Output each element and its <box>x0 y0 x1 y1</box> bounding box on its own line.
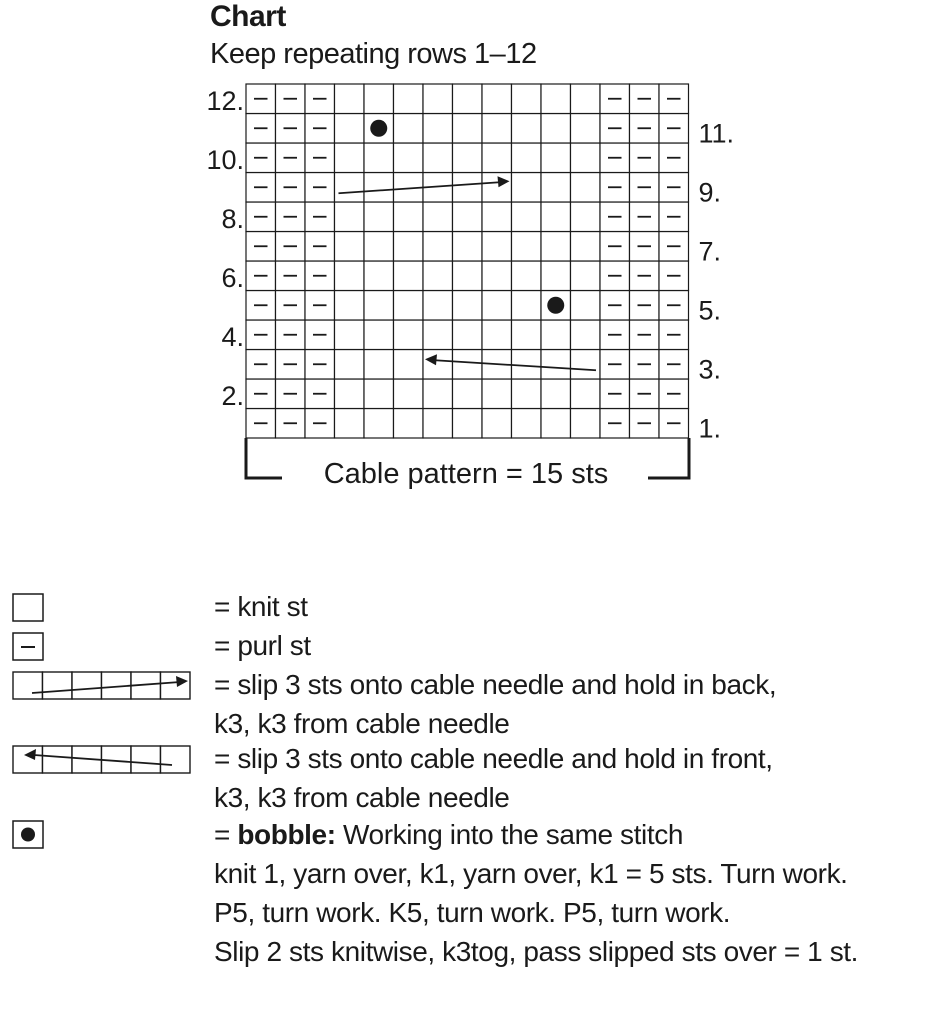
legend-cable-cell <box>13 672 43 699</box>
knit-cell <box>482 114 512 144</box>
knit-cell <box>423 84 453 114</box>
legend-cable-cell <box>43 672 73 699</box>
knit-cell <box>394 84 424 114</box>
knit-cell <box>453 84 483 114</box>
knit-cell <box>335 202 365 232</box>
knit-cell <box>335 320 365 350</box>
knit-cell <box>571 202 601 232</box>
cable-front-icon <box>12 745 192 775</box>
knit-stitch-icon <box>12 593 46 623</box>
knit-cell <box>541 261 571 291</box>
knit-cell <box>512 143 542 173</box>
knit-cell <box>423 291 453 321</box>
knit-cell <box>364 350 394 380</box>
legend-knit-text: = knit st <box>214 591 308 622</box>
knit-cell <box>482 379 512 409</box>
knit-cell <box>394 409 424 439</box>
knit-cell <box>482 291 512 321</box>
knit-cell <box>571 173 601 203</box>
knit-cell <box>335 84 365 114</box>
knit-cell <box>571 84 601 114</box>
knit-cell <box>394 114 424 144</box>
legend-cable-cell <box>13 746 43 773</box>
knit-cell <box>335 143 365 173</box>
row-label-right: 9. <box>698 177 722 208</box>
knit-cell <box>423 114 453 144</box>
row-label-right: 3. <box>698 354 722 385</box>
knit-cell <box>335 261 365 291</box>
legend-cable-cell <box>43 746 73 773</box>
knit-cell <box>364 379 394 409</box>
cable-back-icon <box>12 671 192 701</box>
repeat-label: Cable pattern = 15 sts <box>323 458 609 490</box>
knit-cell <box>453 232 483 262</box>
knit-cell <box>482 232 512 262</box>
knit-cell <box>541 143 571 173</box>
knit-cell <box>394 202 424 232</box>
knit-cell <box>364 409 394 439</box>
legend-cable-cell <box>72 672 102 699</box>
knit-cell <box>482 261 512 291</box>
knit-cell <box>394 261 424 291</box>
knit-cell <box>512 84 542 114</box>
legend-cable-front-text: = slip 3 sts onto cable needle and hold in front, k3, k3 from cable needle <box>214 743 773 813</box>
purl-stitch-icon <box>12 632 46 662</box>
repeat-bracket-left <box>246 438 282 478</box>
knit-cell <box>335 173 365 203</box>
bobble-mark <box>547 297 564 314</box>
knit-cell <box>541 232 571 262</box>
knit-cell <box>453 291 483 321</box>
legend-bobble-text: = bobble: Working into the same stitch knit 1, yarn over, k1, yarn over, k1 = 5 sts. Turn work. P5, turn work. K5, turn work. P5, turn work. Slip 2 sts knitwise, k3tog, pass slipped sts over = 1 st. <box>214 819 859 967</box>
knit-cell <box>453 320 483 350</box>
bobble-term: bobble: <box>237 819 336 850</box>
knit-cell <box>394 232 424 262</box>
knit-cell <box>394 143 424 173</box>
knit-cell <box>453 350 483 380</box>
knit-cell <box>364 202 394 232</box>
knit-cell <box>571 143 601 173</box>
knit-cell <box>571 320 601 350</box>
knit-cell <box>482 173 512 203</box>
repeat-bracket-right <box>648 438 689 478</box>
legend-cable-back-text: = slip 3 sts onto cable needle and hold in back, k3, k3 from cable needle <box>214 669 777 739</box>
knit-cell <box>335 232 365 262</box>
knit-cell <box>394 291 424 321</box>
knit-cell <box>364 84 394 114</box>
knit-cell <box>512 173 542 203</box>
knit-cell <box>423 143 453 173</box>
knit-cell <box>482 84 512 114</box>
knit-cell <box>512 114 542 144</box>
knit-cell <box>541 379 571 409</box>
row-label-left: 2. <box>221 381 244 411</box>
knit-cell <box>512 291 542 321</box>
knit-cell <box>571 379 601 409</box>
knit-cell <box>423 409 453 439</box>
knit-cell <box>364 143 394 173</box>
knit-cell <box>512 202 542 232</box>
knit-cell <box>571 350 601 380</box>
knit-cell <box>512 320 542 350</box>
knit-cell <box>335 350 365 380</box>
knit-cell <box>512 232 542 262</box>
knit-cell <box>423 261 453 291</box>
knit-cell <box>453 143 483 173</box>
knit-cell <box>512 379 542 409</box>
knit-cell <box>482 202 512 232</box>
legend-cable-cell <box>161 746 191 773</box>
knit-cell <box>423 379 453 409</box>
bobble-icon <box>12 820 46 850</box>
row-label-left: 6. <box>221 263 244 293</box>
row-label-left: 8. <box>221 204 244 234</box>
knit-cell <box>423 232 453 262</box>
row-label-right: 7. <box>698 236 722 267</box>
knit-cell <box>541 350 571 380</box>
chart-subtitle: Keep repeating rows 1–12 <box>210 38 537 70</box>
knit-cell <box>453 202 483 232</box>
knit-cell <box>541 114 571 144</box>
row-label-right: 1. <box>698 413 722 444</box>
knit-cell <box>364 261 394 291</box>
knit-cell <box>482 143 512 173</box>
knit-cell <box>571 291 601 321</box>
knit-cell <box>394 320 424 350</box>
knit-cell <box>482 320 512 350</box>
knit-cell <box>423 202 453 232</box>
knit-cell <box>482 409 512 439</box>
knit-cell <box>512 409 542 439</box>
legend-purl-text: = purl st <box>214 630 311 661</box>
knit-cell <box>541 320 571 350</box>
row-label-left: 10. <box>206 145 244 175</box>
knit-cell <box>453 114 483 144</box>
knit-cell <box>571 114 601 144</box>
knit-cell <box>335 291 365 321</box>
knit-cell <box>453 409 483 439</box>
row-label-left: 12. <box>206 86 244 116</box>
knit-cell <box>364 232 394 262</box>
knit-cell <box>541 84 571 114</box>
knit-cell <box>335 409 365 439</box>
knit-cell <box>453 379 483 409</box>
knit-cell <box>394 350 424 380</box>
knit-cell <box>541 202 571 232</box>
row-label-right: 5. <box>698 295 722 326</box>
knit-cell <box>571 232 601 262</box>
legend-cable-cell <box>161 672 191 699</box>
knit-cell <box>423 320 453 350</box>
knit-cell <box>394 379 424 409</box>
row-label-right: 11. <box>698 118 735 149</box>
knit-cell <box>453 173 483 203</box>
knit-cell <box>541 173 571 203</box>
bobble-mark <box>370 120 387 137</box>
legend-cable-cell <box>131 746 161 773</box>
knit-cell <box>453 261 483 291</box>
knit-cell <box>423 350 453 380</box>
row-label-left: 4. <box>221 322 244 352</box>
knit-cell <box>364 320 394 350</box>
knit-cell <box>512 350 542 380</box>
knit-cell <box>335 114 365 144</box>
knit-cell <box>335 379 365 409</box>
chart-title: Chart <box>210 0 286 33</box>
knit-cell <box>512 261 542 291</box>
knit-cell <box>364 173 394 203</box>
knit-cell <box>571 409 601 439</box>
knit-cell <box>364 291 394 321</box>
knit-cell <box>541 409 571 439</box>
knit-cell <box>571 261 601 291</box>
